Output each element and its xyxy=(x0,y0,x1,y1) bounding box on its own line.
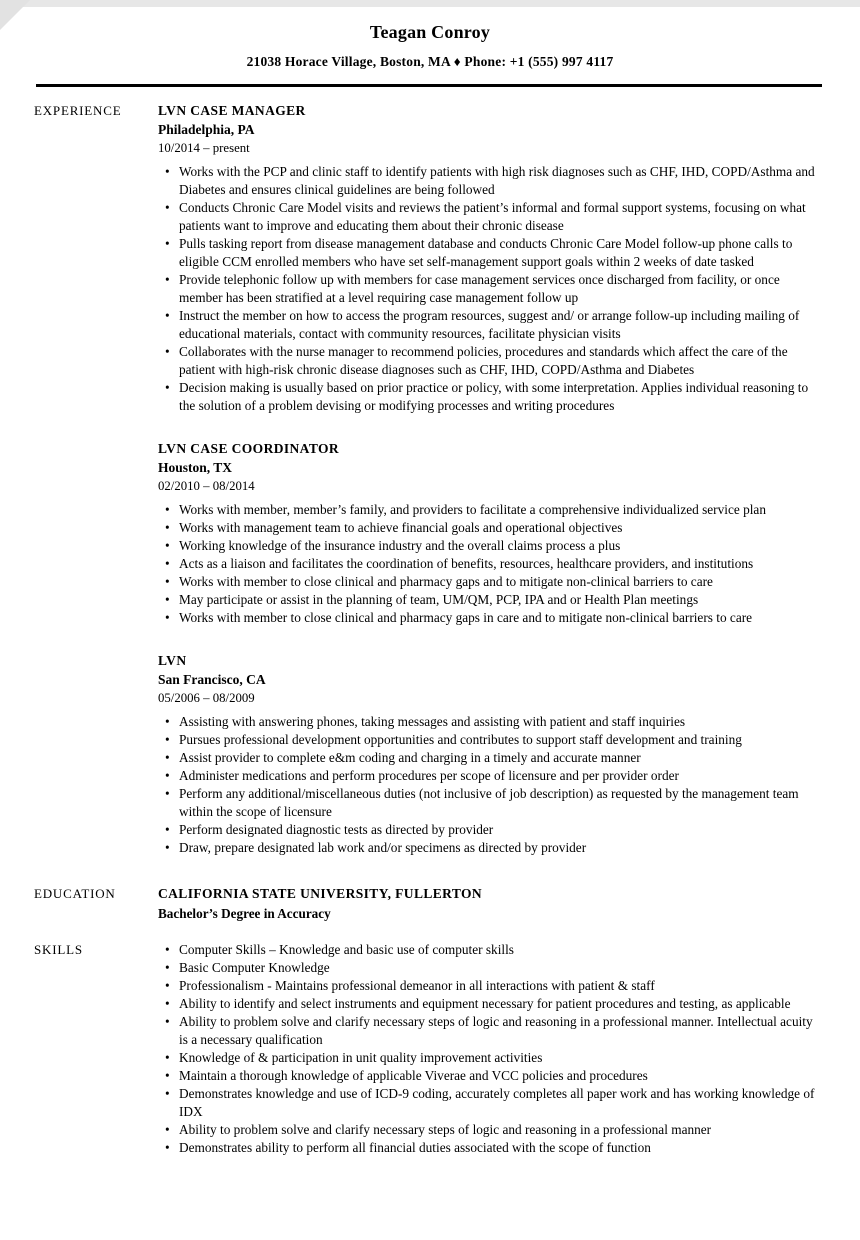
experience-section xyxy=(0,102,860,857)
bullet-item: • Demonstrates knowledge and use of ICD-9 coding, accurately completes all paper work and has working knowledge of IDX xyxy=(158,1085,822,1121)
bullet-item: • Perform designated diagnostic tests as directed by provider xyxy=(158,821,822,839)
bullet-item: • Knowledge of & participation in unit quality improvement activities xyxy=(158,1049,822,1067)
education-section xyxy=(0,885,860,923)
bullet-item: • Working knowledge of the insurance industry and the overall claims process a plus xyxy=(158,537,822,555)
header-rule xyxy=(36,84,822,87)
job-dates: 02/2010 – 08/2014 xyxy=(158,479,255,493)
bullet-item: • Works with member to close clinical and pharmacy gaps in care and to mitigate non-clinical barriers to care xyxy=(158,609,822,627)
job-title: LVN CASE COORDINATOR xyxy=(158,441,340,456)
bullet-item: • Pulls tasking report from disease management database and conducts Chronic Care Model follow-up phone calls to eligible CCM enrolled members who have set self-management support goals within 2 weeks of date tasked xyxy=(158,235,822,271)
bullet-item: • Assisting with answering phones, taking messages and assisting with patient and staff inquiries xyxy=(158,713,822,731)
skills-bullet-list xyxy=(158,941,822,1157)
section-label-skills: SKILLS xyxy=(34,942,83,957)
bullet-item: • Ability to problem solve and clarify necessary steps of logic and reasoning in a professional manner. Intellectual acuity is a necessary qualification xyxy=(158,1013,822,1049)
bullet-item: • Works with management team to achieve financial goals and operational objectives xyxy=(158,519,822,537)
section-label-education: EDUCATION xyxy=(34,886,116,901)
bullet-item: • Perform any additional/miscellaneous duties (not inclusive of job description) as requested by the management team within the scope of licensure xyxy=(158,785,822,821)
contact-line: 21038 Horace Village, Boston, MA ♦ Phone: +1 (555) 997 4117 xyxy=(246,54,614,69)
bullet-item: • Works with member to close clinical and pharmacy gaps and to mitigate non-clinical barriers to care xyxy=(158,573,822,591)
bullet-item: • Works with member, member’s family, and providers to facilitate a comprehensive individualized service plan xyxy=(158,501,822,519)
job-entry xyxy=(158,440,822,627)
job-bullet-list xyxy=(158,501,822,627)
bullet-item: • Demonstrates ability to perform all financial duties associated with the scope of function xyxy=(158,1139,822,1157)
bullet-item: • Collaborates with the nurse manager to recommend policies, procedures and standards which affect the care of the patient with high-risk chronic disease diagnoses such as CHF, IHD, COPD/Asthma and Diabetes xyxy=(158,343,822,379)
job-bullet-list xyxy=(158,713,822,857)
section-label-experience: EXPERIENCE xyxy=(34,103,122,118)
education-degree: Bachelor’s Degree in Accuracy xyxy=(158,906,331,921)
bullet-item: • Administer medications and perform procedures per scope of licensure and per provider order xyxy=(158,767,822,785)
bullet-item: • Draw, prepare designated lab work and/or specimens as directed by provider xyxy=(158,839,822,857)
bullet-item: • Decision making is usually based on prior practice or policy, with some interpretation. Applies individual reasoning to the solution of a problem devising or modifying processes and writing procedures xyxy=(158,379,822,415)
bullet-item: • Maintain a thorough knowledge of applicable Viverae and VCC policies and procedures xyxy=(158,1067,822,1085)
job-entry xyxy=(158,102,822,415)
job-location: Houston, TX xyxy=(158,460,233,475)
bullet-item: • May participate or assist in the planning of team, UM/QM, PCP, IPA and or Health Plan meetings xyxy=(158,591,822,609)
resume-header xyxy=(0,0,860,87)
job-title: LVN CASE MANAGER xyxy=(158,103,306,118)
job-location: San Francisco, CA xyxy=(158,672,266,687)
job-dates: 05/2006 – 08/2009 xyxy=(158,691,255,705)
person-name: Teagan Conroy xyxy=(369,22,491,42)
bullet-item: • Ability to identify and select instruments and equipment necessary for patient procedures and testing, as applicable xyxy=(158,995,822,1013)
education-content xyxy=(158,885,822,923)
education-school: CALIFORNIA STATE UNIVERSITY, FULLERTON xyxy=(158,886,483,901)
job-location: Philadelphia, PA xyxy=(158,122,255,137)
job-bullet-list xyxy=(158,163,822,415)
bullet-item: • Acts as a liaison and facilitates the coordination of benefits, resources, healthcare providers, and institutions xyxy=(158,555,822,573)
scan-corner-fold xyxy=(0,0,30,30)
job-entry xyxy=(158,652,822,857)
bullet-item: • Ability to problem solve and clarify necessary steps of logic and reasoning in a professional manner xyxy=(158,1121,822,1139)
bullet-item: • Professionalism - Maintains professional demeanor in all interactions with patient & staff xyxy=(158,977,822,995)
scan-edge-top xyxy=(0,0,860,7)
skills-content xyxy=(158,941,822,1157)
bullet-item: • Conducts Chronic Care Model visits and reviews the patient’s informal and formal support systems, focusing on what patients want to improve and educating them about their chronic disease xyxy=(158,199,822,235)
job-title: LVN xyxy=(158,653,187,668)
bullet-item: • Assist provider to complete e&m coding and charging in a timely and accurate manner xyxy=(158,749,822,767)
experience-content xyxy=(158,102,822,857)
bullet-item: • Pursues professional development opportunities and contributes to support staff development and training xyxy=(158,731,822,749)
bullet-item: • Computer Skills – Knowledge and basic use of computer skills xyxy=(158,941,822,959)
bullet-item: • Instruct the member on how to access the program resources, suggest and/ or arrange follow-up including mailing of educational materials, contact with community resources, facilitate physician visits xyxy=(158,307,822,343)
bullet-item: • Works with the PCP and clinic staff to identify patients with high risk diagnoses such as CHF, IHD, COPD/Asthma and Diabetes and ensures clinical guidelines are being followed xyxy=(158,163,822,199)
bullet-item: • Provide telephonic follow up with members for case management services once discharged from facility, or once member has been stratified at a level requiring case management follow up xyxy=(158,271,822,307)
skills-section xyxy=(0,941,860,1157)
job-dates: 10/2014 – present xyxy=(158,141,250,155)
bullet-item: • Basic Computer Knowledge xyxy=(158,959,822,977)
